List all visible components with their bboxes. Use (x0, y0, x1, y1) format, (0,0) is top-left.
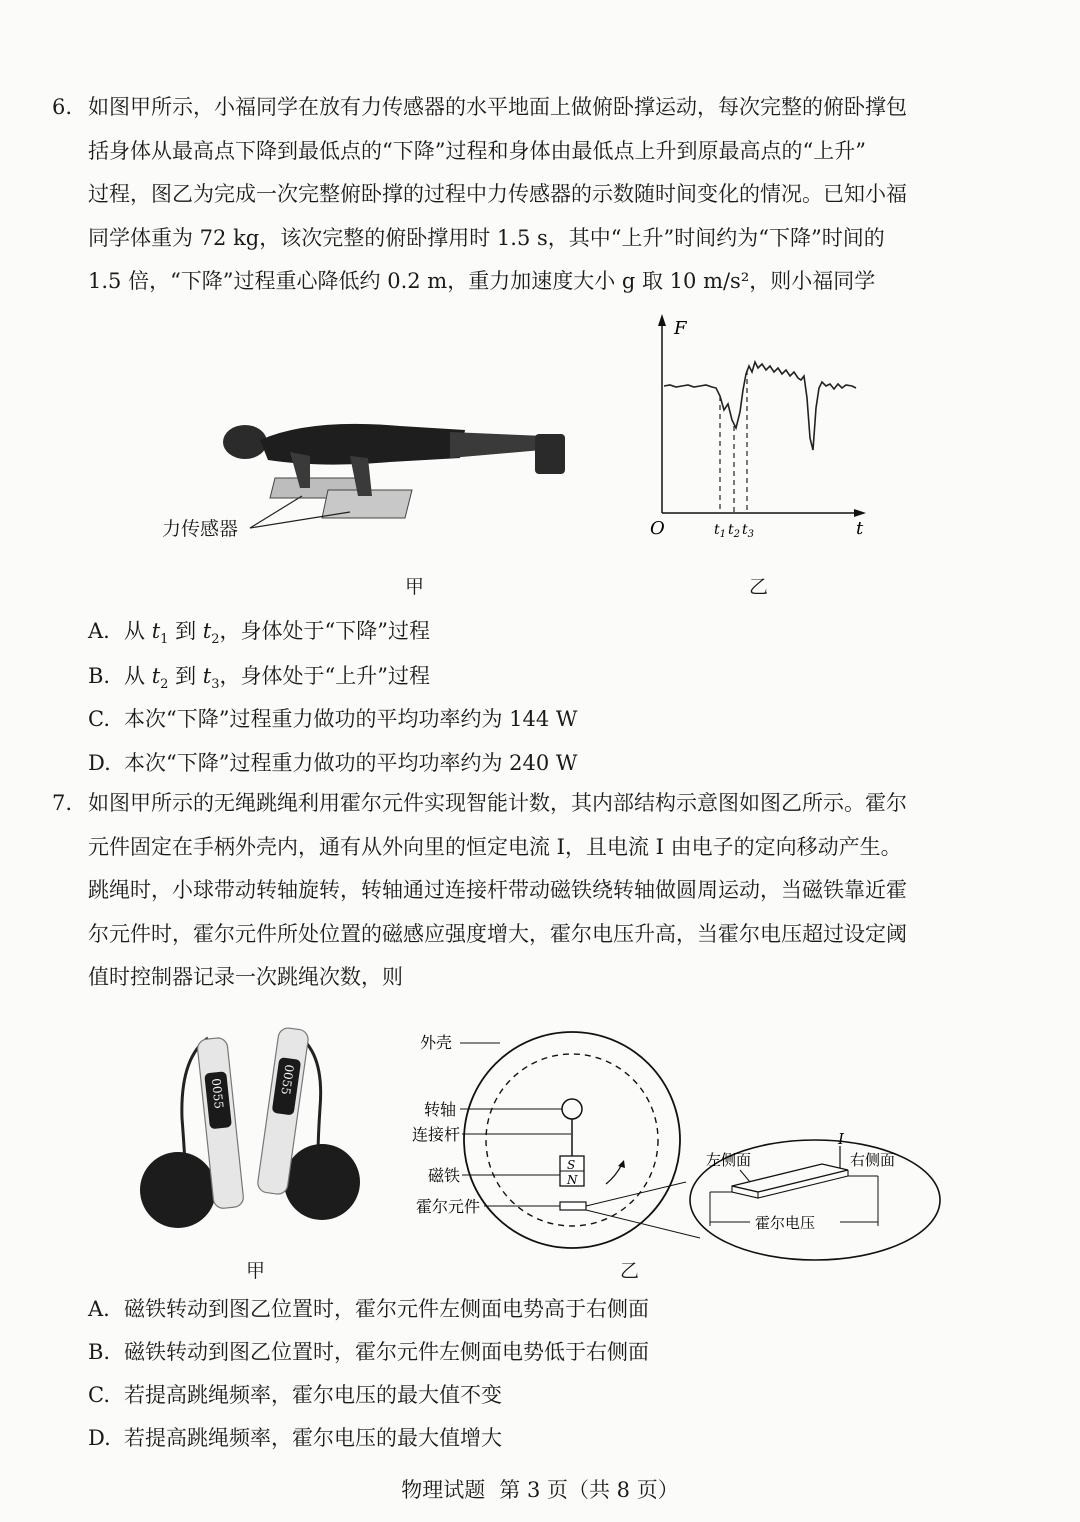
leader-line-1 (250, 496, 302, 528)
footer-page: 第 3 页（共 8 页） (499, 1478, 679, 1502)
current-label: I (838, 1130, 844, 1148)
head-shape (223, 425, 267, 459)
question-7-number: 7. (52, 791, 73, 815)
pole-n-label: N (567, 1173, 578, 1187)
q7-line-5: 值时控制器记录一次跳绳次数，则 (88, 965, 403, 989)
handle-right-display: 0055 (278, 1063, 297, 1096)
right-face-label: 右侧面 (850, 1151, 896, 1169)
left-face-label: 左侧面 (706, 1151, 752, 1169)
x-axis-label: t (856, 518, 864, 539)
q6-option-b: B. 从 $t_2$ 到 $t_3$，身体处于“上升”过程 (88, 664, 430, 693)
sensor-label: 力传感器 (162, 518, 239, 540)
q7-line-2: 元件固定在手柄外壳内，通有从外向里的恒定电流 I，且电流 I 由电子的定向移动产生。 (88, 834, 902, 859)
q6-line-2: 括身体从最高点下降到最低点的“下降”过程和身体由最低点上升到原最高点的“上升” (88, 138, 866, 163)
shoes-shape (535, 434, 565, 474)
force-time-graph (630, 308, 880, 548)
q6-option-c: C. 本次“下降”过程重力做功的平均功率约为 144 W (88, 707, 578, 731)
origin-label: O (650, 518, 665, 539)
q6-option-d: D. 本次“下降”过程重力做功的平均功率约为 240 W (88, 751, 578, 775)
q7-line-1: 如图甲所示的无绳跳绳利用霍尔元件实现智能计数，其内部结构示意图如图乙所示。霍尔 (88, 791, 907, 815)
rotation-arrow (606, 1164, 622, 1184)
q7-option-d: D. 若提高跳绳频率，霍尔电压的最大值增大 (88, 1426, 502, 1450)
handle-left-display: 0055 (208, 1077, 226, 1110)
q7-line-4: 尔元件时，霍尔元件所处位置的磁感应强度增大，霍尔电压升高，当霍尔电压超过设定阈 (88, 921, 907, 946)
rod-label: 连接杆 (412, 1125, 461, 1144)
magnet-label: 磁铁 (428, 1166, 461, 1185)
pushup-figure (150, 400, 590, 560)
q6-line-5: 1.5 倍，“下降”过程重心降低约 0.2 m，重力加速度大小 g 取 10 m/s²，则小福同学 (88, 269, 876, 293)
hall-element-rect (560, 1202, 586, 1210)
axle-circle (562, 1099, 582, 1119)
q7-line-3: 跳绳时，小球带动转轴旋转，转轴通过连接杆带动磁铁绕转轴做圆周运动，当磁铁靠近霍 (88, 878, 907, 902)
fig6-yi-caption: 乙 (749, 576, 769, 598)
q6-line-3: 过程，图乙为完成一次完整俯卧撑的过程中力传感器的示数随时间变化的情况。已知小福 (88, 182, 907, 206)
q7-option-b: B. 磁铁转动到图乙位置时，霍尔元件左侧面电势低于右侧面 (88, 1340, 649, 1364)
page-footer (0, 1474, 1080, 1504)
zoom-line-top (586, 1182, 686, 1206)
q7-option-a: A. 磁铁转动到图乙位置时，霍尔元件左侧面电势高于右侧面 (88, 1297, 649, 1321)
q6-line-1: 如图甲所示，小福同学在放有力传感器的水平地面上做俯卧撑运动，每次完整的俯卧撑包 (88, 95, 907, 119)
fig6-jia-caption: 甲 (405, 576, 425, 598)
t2-label: $t_2$ (728, 522, 741, 540)
zoom-line-bottom (586, 1210, 700, 1238)
fig7-yi-caption: 乙 (620, 1260, 640, 1282)
jump-rope-figure (130, 1018, 370, 1250)
q6-line-4: 同学体重为 72 kg，该次完整的俯卧撑用时 1.5 s，其中“上升”时间约为“下降”时间的 (88, 225, 885, 250)
hall-structure-figure (410, 1010, 950, 1272)
force-curve (664, 362, 856, 450)
shell-label: 外壳 (420, 1033, 453, 1052)
hall-voltage-label: 霍尔电压 (755, 1214, 816, 1232)
rotation-arrowhead (618, 1160, 625, 1168)
q6-option-a: A. 从 $t_1$ 到 $t_2$，身体处于“下降”过程 (88, 619, 430, 648)
x-axis-arrow (854, 509, 866, 517)
t3-label: $t_3$ (742, 522, 755, 540)
question-7-text (52, 782, 982, 1000)
leader-line-2 (250, 512, 350, 528)
footer-subject: 物理试题 (401, 1478, 486, 1502)
question-6-number: 6. (52, 95, 73, 119)
q7-option-c: C. 若提高跳绳频率，霍尔电压的最大值不变 (88, 1383, 502, 1407)
legs-shape (450, 432, 545, 458)
question-6-text (52, 86, 982, 304)
y-axis-arrow (658, 314, 666, 326)
ball-left (140, 1152, 216, 1228)
y-axis-label: F (674, 318, 687, 339)
fig7-jia-caption: 甲 (246, 1260, 266, 1282)
t1-label: $t_1$ (714, 522, 727, 540)
question-7 (52, 782, 982, 1000)
ball-right (284, 1144, 360, 1220)
axle-label: 转轴 (424, 1100, 457, 1119)
pole-s-label: S (567, 1158, 576, 1172)
question-6 (52, 86, 982, 304)
hall-element-label: 霍尔元件 (416, 1197, 481, 1216)
